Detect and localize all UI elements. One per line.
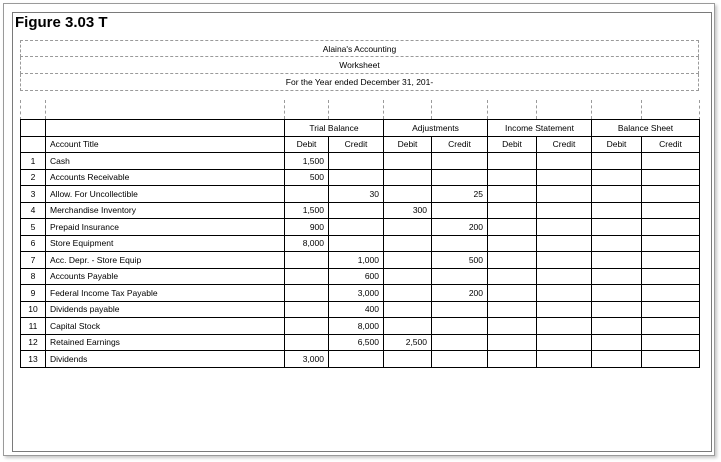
table-row [21,285,700,302]
is-debit-cell [488,268,537,285]
is-credit-cell [537,186,592,203]
table-row [21,252,700,269]
row-number: 13 [21,351,46,368]
is-debit-cell [488,235,537,252]
bs-credit-cell [642,318,700,335]
account-title-header: Account Title [46,136,285,153]
bs-debit-cell [592,202,642,219]
account-title-cell: Store Equipment [46,235,285,252]
bs-credit-cell [642,202,700,219]
adj-credit-cell [432,202,488,219]
account-title-cell: Federal Income Tax Payable [46,285,285,302]
tb-debit-cell [285,268,329,285]
tb-credit-cell: 8,000 [329,318,384,335]
adj-debit-cell [384,301,432,318]
is-credit-cell [537,153,592,170]
row-number: 6 [21,235,46,252]
adj-credit-cell [432,334,488,351]
table-row [21,235,700,252]
adj-debit-cell [384,285,432,302]
bs-credit-cell [642,301,700,318]
account-title-cell: Accounts Payable [46,268,285,285]
tb-debit-cell: 500 [285,169,329,186]
figure-title: Figure 3.03 T [15,14,108,31]
row-number: 1 [21,153,46,170]
is-credit-cell [537,334,592,351]
tb-credit-cell [329,153,384,170]
tb-debit-cell [285,301,329,318]
bs-debit-cell [592,285,642,302]
adj-debit-cell [384,235,432,252]
company-name-row [20,40,699,57]
account-title-cell: Accounts Receivable [46,169,285,186]
bs-debit-cell [592,351,642,368]
account-title-cell: Merchandise Inventory [46,202,285,219]
adj-debit-cell [384,153,432,170]
company-name: Alaina's Accounting [322,44,397,54]
row-number: 8 [21,268,46,285]
account-title-cell: Capital Stock [46,318,285,335]
account-title-cell: Allow. For Uncollectible [46,186,285,203]
tb-debit-cell: 3,000 [285,351,329,368]
is-debit-cell [488,285,537,302]
account-title-cell: Retained Earnings [46,334,285,351]
income-statement-header: Income Statement [488,120,592,137]
adj-debit-header: Debit [384,136,432,153]
adj-credit-cell [432,351,488,368]
table-row [21,301,700,318]
tb-credit-cell: 30 [329,186,384,203]
is-credit-cell [537,268,592,285]
tb-debit-cell [285,186,329,203]
adj-debit-cell [384,318,432,335]
spacer-row [20,100,700,120]
tb-credit-cell: 1,000 [329,252,384,269]
statement-period: For the Year ended December 31, 201- [285,77,434,87]
adj-credit-cell [432,301,488,318]
account-title-cell: Prepaid Insurance [46,219,285,236]
account-title-cell: Cash [46,153,285,170]
adj-credit-cell: 200 [432,285,488,302]
balance-sheet-header: Balance Sheet [592,120,700,137]
is-debit-cell [488,351,537,368]
is-credit-header: Credit [537,136,592,153]
is-debit-cell [488,318,537,335]
tb-credit-header: Credit [329,136,384,153]
is-debit-cell [488,252,537,269]
bs-credit-cell [642,351,700,368]
is-debit-cell [488,219,537,236]
row-number: 4 [21,202,46,219]
adj-debit-cell: 300 [384,202,432,219]
adj-debit-cell: 2,500 [384,334,432,351]
bs-credit-cell [642,252,700,269]
is-debit-cell [488,186,537,203]
tb-credit-cell [329,235,384,252]
adjustments-header: Adjustments [384,120,488,137]
tb-credit-cell [329,219,384,236]
is-credit-cell [537,318,592,335]
bs-debit-cell [592,153,642,170]
account-title-cell: Dividends payable [46,301,285,318]
worksheet-table [20,119,700,368]
table-row [21,334,700,351]
bs-debit-cell [592,318,642,335]
row-number: 10 [21,301,46,318]
table-row [21,169,700,186]
is-credit-cell [537,169,592,186]
tb-debit-cell [285,334,329,351]
table-row [21,186,700,203]
adj-credit-cell: 25 [432,186,488,203]
bs-debit-cell [592,301,642,318]
bs-credit-header: Credit [642,136,700,153]
adj-debit-cell [384,219,432,236]
is-debit-cell [488,202,537,219]
tb-credit-cell [329,202,384,219]
bs-credit-cell [642,153,700,170]
table-row [21,351,700,368]
tb-credit-cell: 400 [329,301,384,318]
bs-debit-cell [592,268,642,285]
adj-debit-cell [384,252,432,269]
row-number: 9 [21,285,46,302]
is-debit-cell [488,169,537,186]
trial-balance-header: Trial Balance [285,120,384,137]
is-credit-cell [537,252,592,269]
adj-credit-cell [432,169,488,186]
adj-credit-cell [432,318,488,335]
tb-debit-cell [285,285,329,302]
is-credit-cell [537,301,592,318]
bs-credit-cell [642,268,700,285]
is-credit-cell [537,202,592,219]
adj-credit-cell: 500 [432,252,488,269]
bs-debit-header: Debit [592,136,642,153]
tb-debit-cell: 8,000 [285,235,329,252]
tb-debit-header: Debit [285,136,329,153]
bs-debit-cell [592,334,642,351]
adj-debit-cell [384,169,432,186]
tb-debit-cell [285,252,329,269]
row-number: 11 [21,318,46,335]
adj-credit-header: Credit [432,136,488,153]
statement-name-row [20,57,699,74]
bs-credit-cell [642,235,700,252]
row-number: 12 [21,334,46,351]
adj-credit-cell [432,235,488,252]
bs-credit-cell [642,169,700,186]
tb-credit-cell: 3,000 [329,285,384,302]
table-row [21,318,700,335]
tb-debit-cell: 1,500 [285,202,329,219]
adj-debit-cell [384,268,432,285]
table-row [21,219,700,236]
bs-credit-cell [642,219,700,236]
tb-debit-cell: 900 [285,219,329,236]
adj-credit-cell: 200 [432,219,488,236]
is-credit-cell [537,285,592,302]
row-number: 7 [21,252,46,269]
bs-debit-cell [592,169,642,186]
is-credit-cell [537,351,592,368]
account-title-cell: Acc. Depr. - Store Equip [46,252,285,269]
is-debit-cell [488,301,537,318]
table-row [21,153,700,170]
is-debit-cell [488,153,537,170]
tb-credit-cell [329,351,384,368]
tb-credit-cell: 6,500 [329,334,384,351]
row-number: 3 [21,186,46,203]
is-debit-header: Debit [488,136,537,153]
statement-name: Worksheet [339,60,380,70]
is-credit-cell [537,219,592,236]
bs-debit-cell [592,252,642,269]
bs-credit-cell [642,285,700,302]
tb-credit-cell: 600 [329,268,384,285]
tb-credit-cell [329,169,384,186]
bs-credit-cell [642,186,700,203]
period-row [20,74,699,91]
table-row [21,268,700,285]
adj-debit-cell [384,351,432,368]
bs-credit-cell [642,334,700,351]
bs-debit-cell [592,186,642,203]
row-number: 5 [21,219,46,236]
group-header-row [21,120,700,137]
table-row [21,202,700,219]
tb-debit-cell: 1,500 [285,153,329,170]
tb-debit-cell [285,318,329,335]
bs-debit-cell [592,235,642,252]
column-header-row [21,136,700,153]
is-debit-cell [488,334,537,351]
adj-debit-cell [384,186,432,203]
account-title-cell: Dividends [46,351,285,368]
adj-credit-cell [432,153,488,170]
row-number: 2 [21,169,46,186]
is-credit-cell [537,235,592,252]
adj-credit-cell [432,268,488,285]
bs-debit-cell [592,219,642,236]
